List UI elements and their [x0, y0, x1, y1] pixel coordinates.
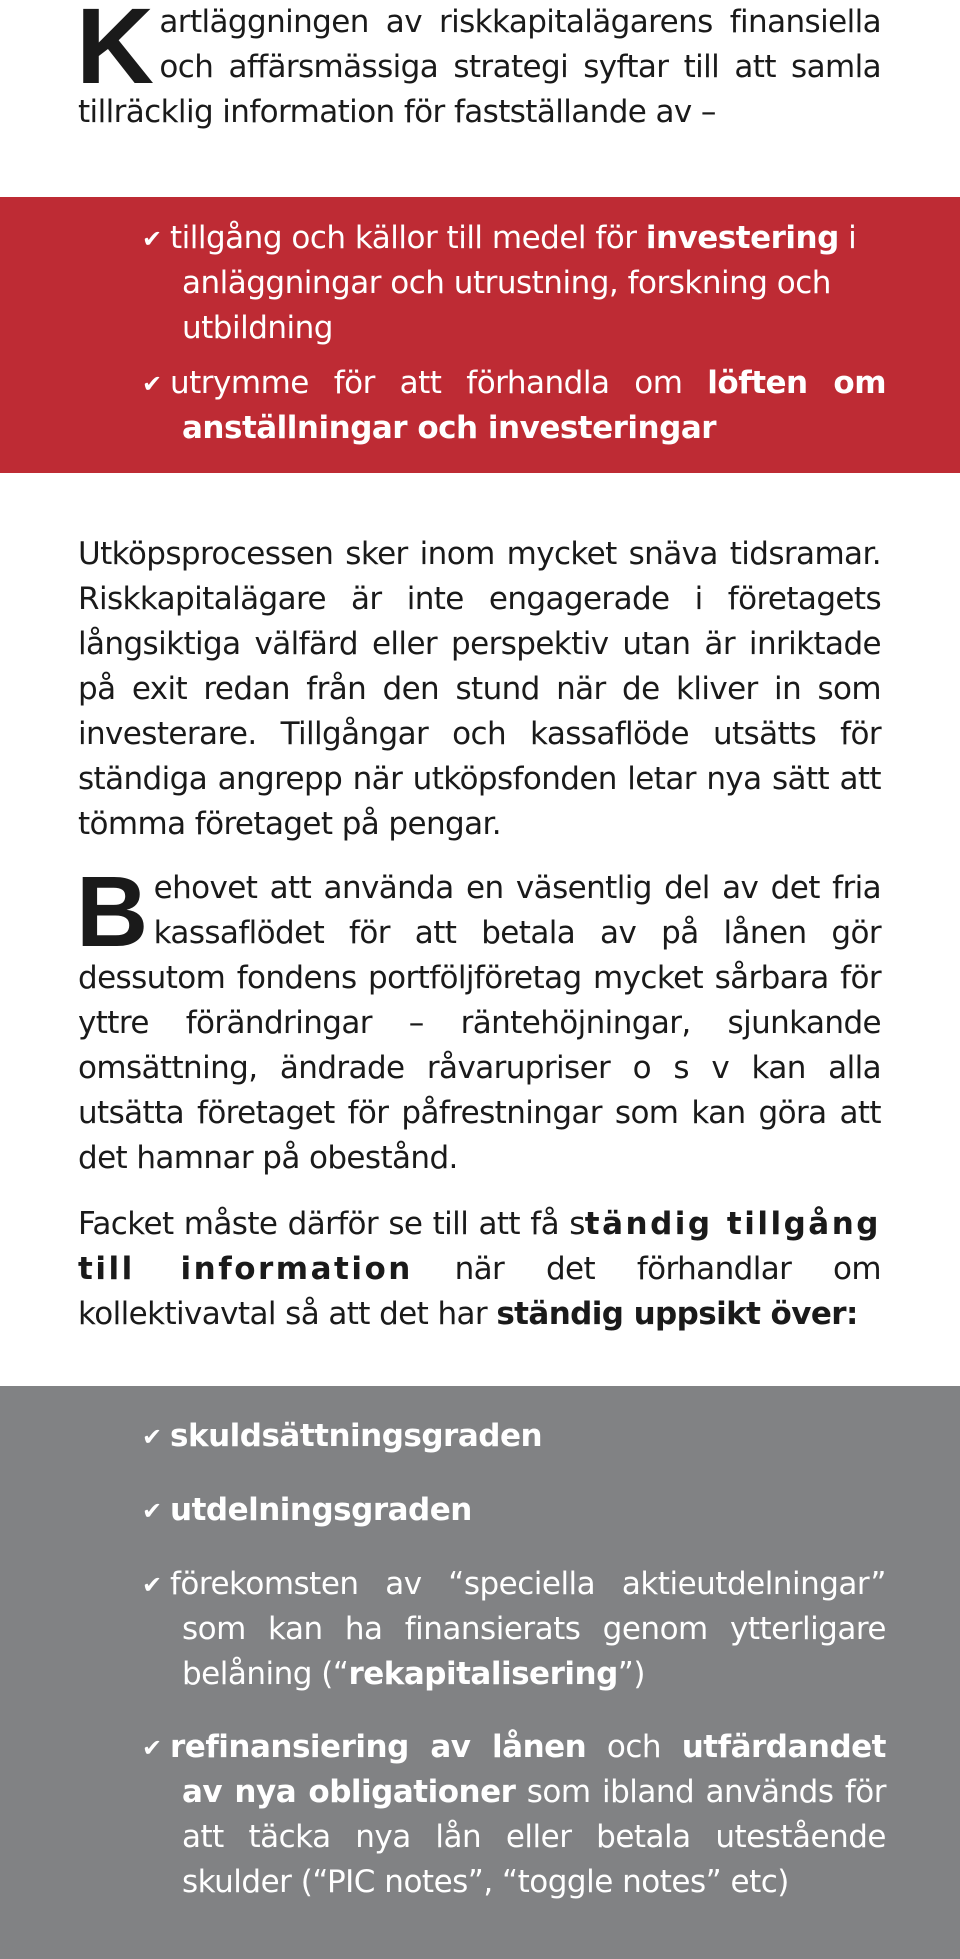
checkmark-icon: ✔: [142, 1571, 162, 1599]
paragraph-behovet: [76, 856, 881, 1181]
grey-list-item-aktieutdelningar: ✔ förekomsten av “speciella aktieutdelningar” som kan ha finansierats genom ytterligare belåning (“rekapitalisering”): [146, 1562, 886, 1697]
intro-text: artläggningen av riskkapitalägarens finansiella och affärsmässiga strategi syftar till att samla tillräcklig information för fastställande av –: [78, 4, 881, 130]
intro-paragraph: [78, 0, 881, 135]
grey-highlight-band: [0, 1386, 960, 1959]
bold-rekapitalisering: rekapitalisering: [348, 1656, 618, 1692]
dropcap-b: B: [76, 856, 148, 968]
paragraph-facket: Facket måste därför se till att få ständig tillgång till information när det förhandlar om kollektivavtal så att det har ständig uppsikt över:: [78, 1206, 882, 1332]
bold-standig-tillgang: tändig tillgång till information: [78, 1206, 881, 1287]
grey-list-item-skuldsattningsgraden: ✔ skuldsättningsgraden: [146, 1414, 886, 1459]
bold-refinansiering: refinansiering av lånen: [170, 1729, 587, 1765]
bold-loften: löften om anställningar och investeringar: [182, 365, 886, 446]
checkmark-icon: ✔: [142, 1734, 162, 1762]
checkmark-icon: ✔: [142, 1423, 162, 1451]
behovet-text: ehovet att använda en väsentlig del av det fria kassaflödet för att betala av på lånen gör dessutom fondens portföljföretag mycket sårbara för yttre förändringar – räntehöjningar, sjunkande omsättning, ändrade råvarupriser o s v kan alla utsätta företaget för påfrestningar som kan göra att det hamnar på obestånd.: [78, 870, 881, 1176]
checkmark-icon: ✔: [142, 370, 162, 398]
checkmark-icon: ✔: [142, 1497, 162, 1525]
checkmark-icon: ✔: [142, 225, 162, 253]
grey-list-item-utdelningsgraden: ✔ utdelningsgraden: [146, 1488, 886, 1533]
paragraph-utkopsprocessen: Utköpsprocessen sker inom mycket snäva tidsramar. Riskkapitalägare är inte engagerade i företagets långsiktiga välfärd eller perspektiv utan är inriktade på exit redan från den stund när de kliver in som investerare. Tillgångar och kassaflöde utsätts för ständiga angrepp när utköpsfonden letar nya sätt att tömma företaget på pengar.: [78, 536, 881, 842]
red-list-item-investering: ✔ tillgång och källor till medel för investering i anläggningar och utrustning, forskning och utbildning: [146, 216, 886, 351]
bold-investering: investering: [645, 220, 839, 256]
red-highlight-band: [0, 197, 960, 473]
red-list-item-loften: ✔ utrymme för att förhandla om löften om anställningar och investeringar: [146, 361, 886, 451]
bold-standig-uppsikt: ständig uppsikt över:: [496, 1296, 858, 1332]
grey-list-item-refinansiering: ✔ refinansiering av lånen och utfärdandet av nya obligationer som ibland används för att täcka nya lån eller betala utestående skulder (“PIC notes”, “toggle notes” etc): [146, 1725, 886, 1905]
dropcap-k: K: [76, 0, 154, 106]
bold-utfardandet: utfärdandet av nya obligationer: [182, 1729, 886, 1810]
